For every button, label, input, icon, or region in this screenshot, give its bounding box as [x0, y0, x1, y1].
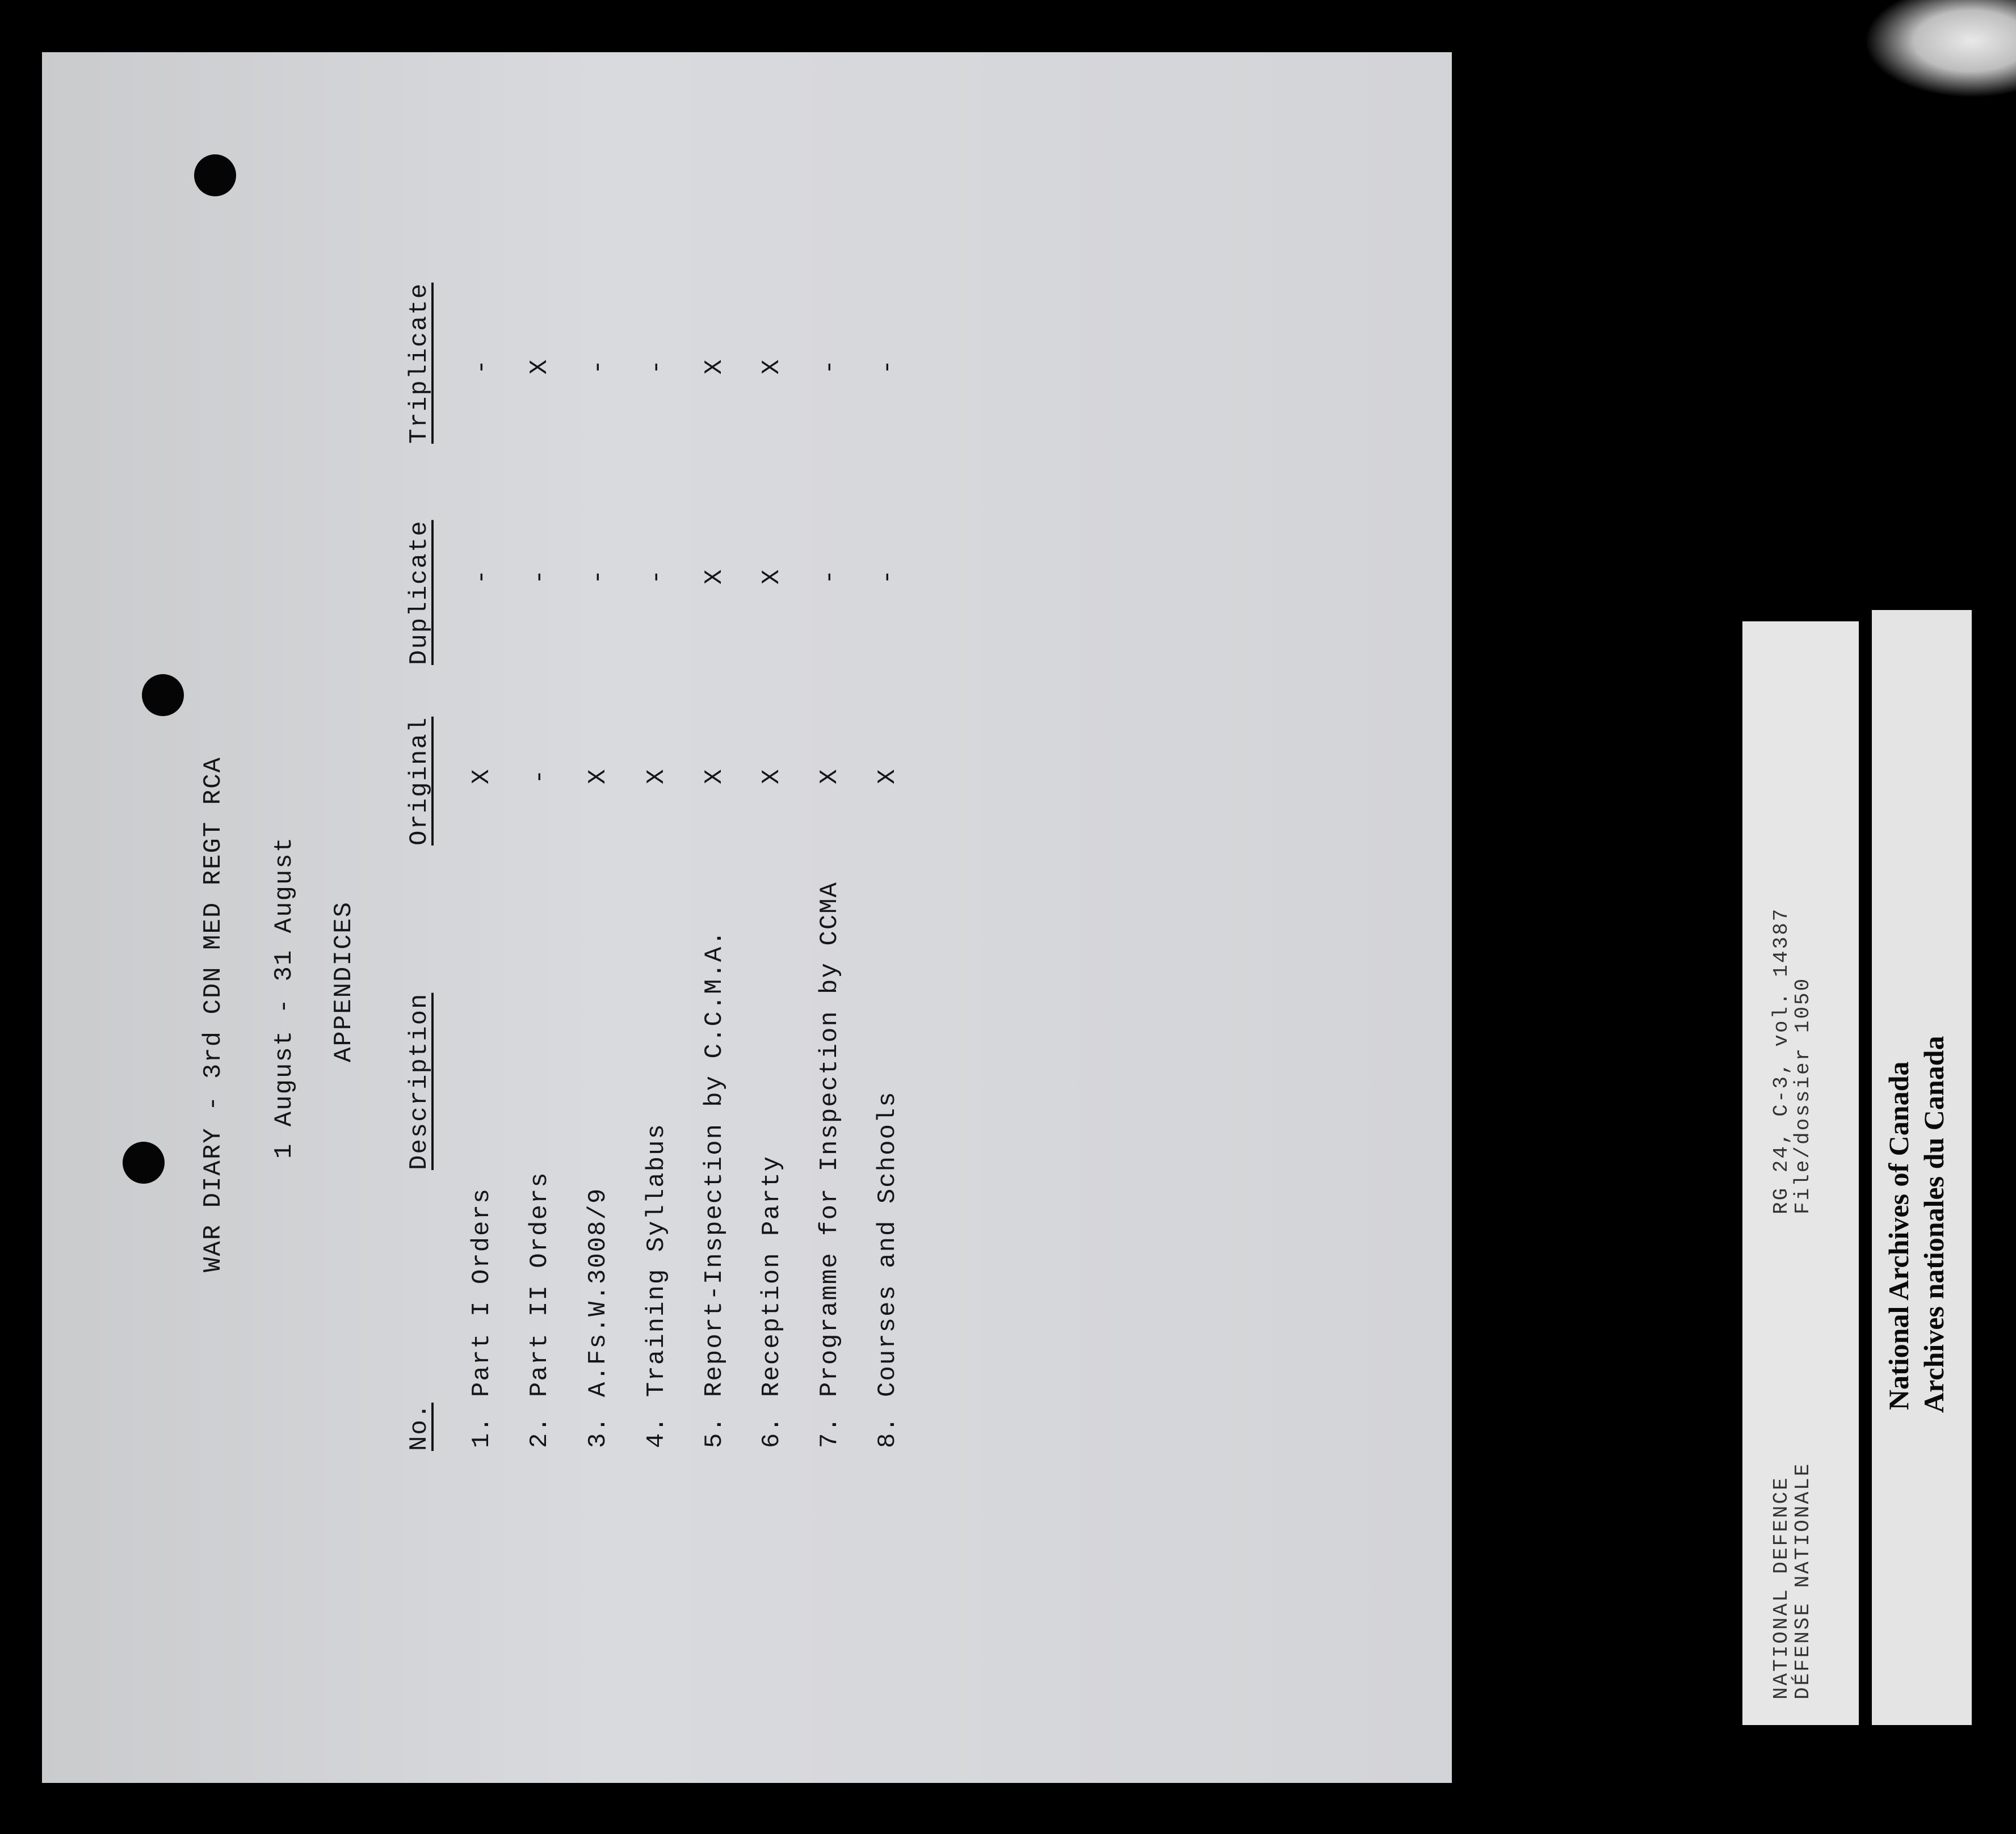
- row-description: Training Syllabus: [642, 1123, 671, 1397]
- row-description: Programme for Inspection by CCMA: [816, 881, 844, 1397]
- archive-reference-strip: [1742, 621, 1859, 1725]
- row-description: Courses and Schools: [873, 1091, 902, 1397]
- row-duplicate-mark: -: [468, 568, 496, 584]
- archives-canada-strip: [1872, 610, 1972, 1725]
- row-original-mark: X: [816, 768, 844, 784]
- row-duplicate-mark: -: [584, 568, 612, 584]
- row-duplicate-mark: X: [700, 568, 729, 584]
- typed-content: [42, 52, 1452, 1783]
- row-number: 8.: [873, 1416, 902, 1448]
- row-number: 1.: [468, 1416, 496, 1448]
- row-original-mark: X: [873, 768, 902, 784]
- row-number: 4.: [642, 1416, 671, 1448]
- row-triplicate-mark: -: [642, 358, 671, 375]
- diary-page: [42, 52, 1452, 1783]
- row-description: Part II Orders: [526, 1171, 554, 1397]
- file-dossier: File/dossier 1050: [1791, 977, 1815, 1214]
- row-duplicate-mark: -: [526, 568, 554, 584]
- column-header-triplicate: Triplicate: [405, 282, 434, 444]
- column-header-duplicate: Duplicate: [405, 520, 434, 665]
- document-period: 1 August - 31 August: [270, 836, 299, 1159]
- row-duplicate-mark: -: [816, 568, 844, 584]
- record-reference: RG 24, C-3, vol. 14387: [1770, 907, 1793, 1214]
- archives-name-french: Archives nationales du Canada: [1918, 1036, 1950, 1413]
- row-number: 7.: [816, 1416, 844, 1448]
- row-description: Part I Orders: [468, 1187, 496, 1397]
- document-title: WAR DIARY - 3rd CDN MED REGT RCA: [199, 756, 228, 1272]
- row-original-mark: X: [468, 768, 496, 784]
- document-subtitle: APPENDICES: [330, 901, 358, 1062]
- archives-name-english: National Archives of Canada: [1883, 1061, 1914, 1410]
- row-description: A.Fs.W.3008/9: [584, 1187, 612, 1397]
- row-original-mark: X: [584, 768, 612, 784]
- row-triplicate-mark: X: [758, 358, 786, 375]
- row-number: 5.: [700, 1416, 729, 1448]
- row-duplicate-mark: -: [873, 568, 902, 584]
- row-original-mark: X: [700, 768, 729, 784]
- row-description: Report-Inspection by C.C.M.A.: [700, 929, 729, 1397]
- row-duplicate-mark: -: [642, 568, 671, 584]
- row-triplicate-mark: -: [816, 358, 844, 375]
- row-number: 3.: [584, 1416, 612, 1448]
- scan-artifact: [1856, 0, 2016, 102]
- row-triplicate-mark: X: [526, 358, 554, 375]
- row-triplicate-mark: X: [700, 358, 729, 375]
- row-duplicate-mark: X: [758, 568, 786, 584]
- row-number: 2.: [526, 1416, 554, 1448]
- row-number: 6.: [758, 1416, 786, 1448]
- row-original-mark: -: [526, 768, 554, 784]
- department-french: DÉFENSE NATIONALE: [1791, 1462, 1815, 1700]
- column-header-original: Original: [405, 716, 434, 846]
- row-triplicate-mark: -: [584, 358, 612, 375]
- row-triplicate-mark: -: [873, 358, 902, 375]
- row-original-mark: X: [642, 768, 671, 784]
- column-header-description: Description: [405, 992, 434, 1170]
- row-description: Reception Party: [758, 1155, 786, 1397]
- department-english: NATIONAL DEFENCE: [1770, 1476, 1793, 1700]
- row-original-mark: X: [758, 768, 786, 784]
- column-header-no: No.: [405, 1402, 434, 1451]
- row-triplicate-mark: -: [468, 358, 496, 375]
